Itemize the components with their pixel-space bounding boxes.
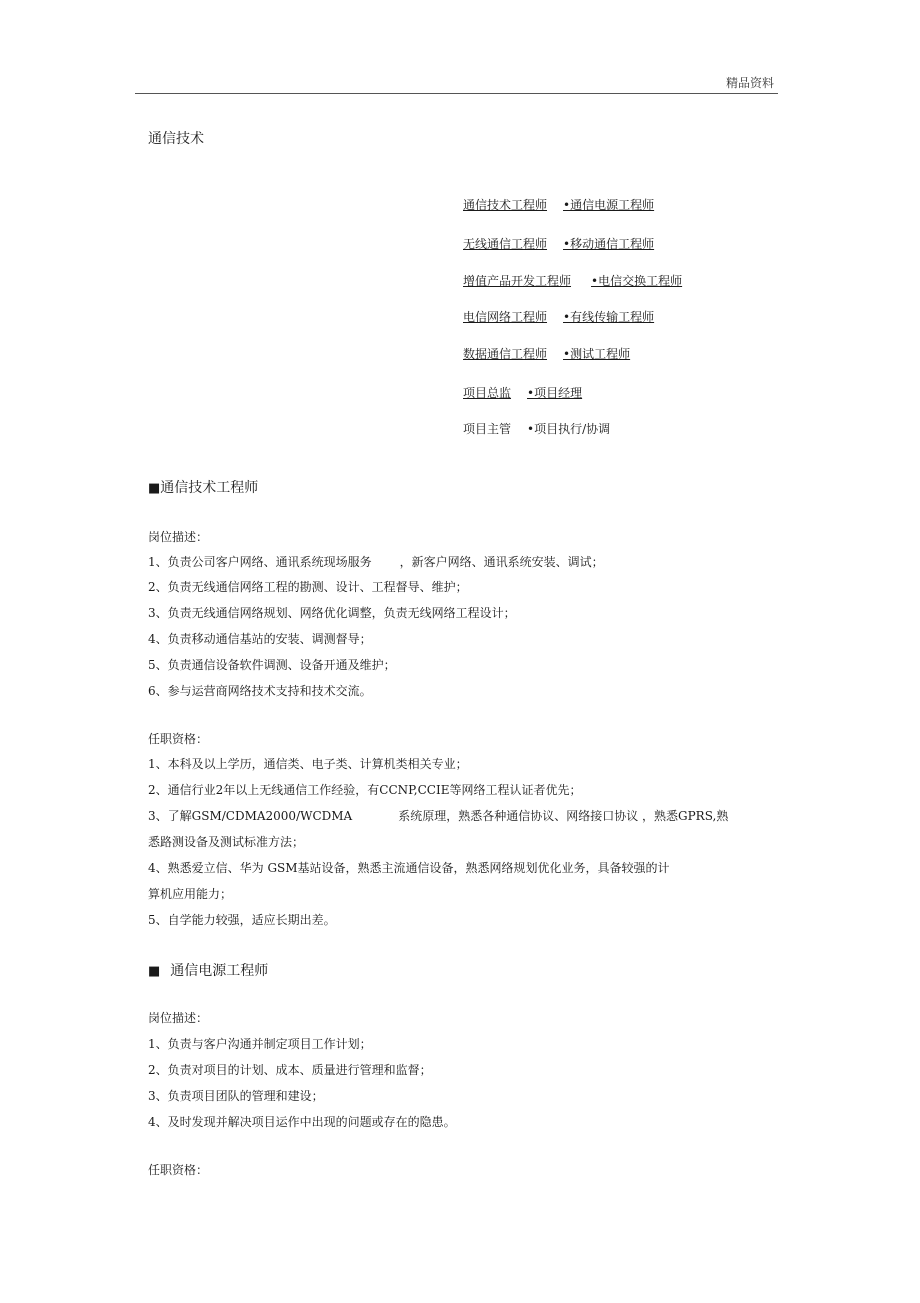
req-heading: 任职资格： — [148, 1163, 209, 1177]
desc-heading: 岗位描述： — [148, 530, 209, 544]
list-item: 5、负责通信设备软件调测、设备开通及维护； — [148, 658, 396, 672]
job-link[interactable]: •移动通信工程师 — [563, 237, 655, 251]
list-item: 2、通信行业2年以上无线通信工作经验，有CCNP,CCIE等网络工程认证者优先； — [148, 783, 582, 797]
job-link[interactable]: •项目执行/协调 — [527, 422, 611, 436]
job-row — [463, 308, 654, 325]
job-link[interactable]: 无线通信工程师 — [463, 237, 548, 251]
list-item: 3、了解GSM/CDMA2000/WCDMA 系统原理，熟悉各种通信协议、网络接口协议 ，熟悉GPRS,熟 — [148, 809, 729, 823]
section-title-text: 通信电源工程师 — [170, 963, 269, 979]
req-heading: 任职资格： — [148, 732, 209, 746]
section-title-text: 通信技术工程师 — [160, 480, 259, 496]
list-item: 6、参与运营商网络技术支持和技术交流。 — [148, 684, 372, 698]
list-item: 2、负责无线通信网络工程的勘测、设计、工程督导、维护； — [148, 580, 468, 594]
header-label: 精品资料 — [725, 76, 774, 90]
job-link[interactable]: 通信技术工程师 — [463, 198, 548, 212]
list-item: 1、负责公司客户网络、通讯系统现场服务 ，新客户网络、通讯系统安装、调试； — [148, 555, 604, 569]
list-item: 4、及时发现并解决项目运作中出现的问题或存在的隐患。 — [148, 1115, 456, 1129]
list-item: 悉路测设备及测试标准方法； — [148, 835, 305, 849]
job-link[interactable]: 电信网络工程师 — [463, 310, 548, 324]
job-link[interactable]: 项目主管 — [463, 422, 512, 436]
list-item: 算机应用能力； — [148, 887, 233, 901]
job-link[interactable]: 数据通信工程师 — [463, 347, 548, 361]
list-item: 4、负责移动通信基站的安装、调测督导； — [148, 632, 372, 646]
list-item: 1、负责与客户沟通并制定项目工作计划； — [148, 1037, 372, 1051]
list-item: 3、负责无线通信网络规划、网络优化调整，负责无线网络工程设计； — [148, 606, 516, 620]
section-title — [148, 477, 258, 497]
section-title — [148, 960, 268, 980]
desc-heading: 岗位描述： — [148, 1011, 209, 1025]
job-link[interactable]: •项目经理 — [527, 386, 583, 400]
header-rule — [135, 93, 778, 94]
list-item: 4、熟悉爱立信、华为 GSM基站设备，熟悉主流通信设备，熟悉网络规划优化业务，具备较强的计 — [148, 861, 670, 875]
job-row — [463, 345, 630, 362]
job-link[interactable]: •电信交换工程师 — [591, 274, 683, 288]
job-link[interactable]: 项目总监 — [463, 386, 512, 400]
job-row — [463, 196, 654, 213]
list-item: 3、负责项目团队的管理和建设； — [148, 1089, 324, 1103]
job-row — [463, 272, 682, 289]
job-link[interactable]: •有线传输工程师 — [563, 310, 655, 324]
list-item: 1、本科及以上学历，通信类、电子类、计算机类相关专业； — [148, 757, 468, 771]
job-link[interactable]: 增值产品开发工程师 — [463, 274, 572, 288]
job-row — [463, 235, 654, 252]
job-row — [463, 384, 582, 401]
square-bullet-icon: ■ — [148, 481, 161, 496]
list-item: 5、自学能力较强，适应长期出差。 — [148, 913, 336, 927]
doc-title: 通信技术 — [148, 131, 204, 147]
list-item: 2、负责对项目的计划、成本、质量进行管理和监督； — [148, 1063, 432, 1077]
job-link[interactable]: •测试工程师 — [563, 347, 631, 361]
job-link[interactable]: •通信电源工程师 — [563, 198, 655, 212]
job-row — [463, 420, 610, 437]
square-bullet-icon: ■ — [148, 964, 161, 979]
